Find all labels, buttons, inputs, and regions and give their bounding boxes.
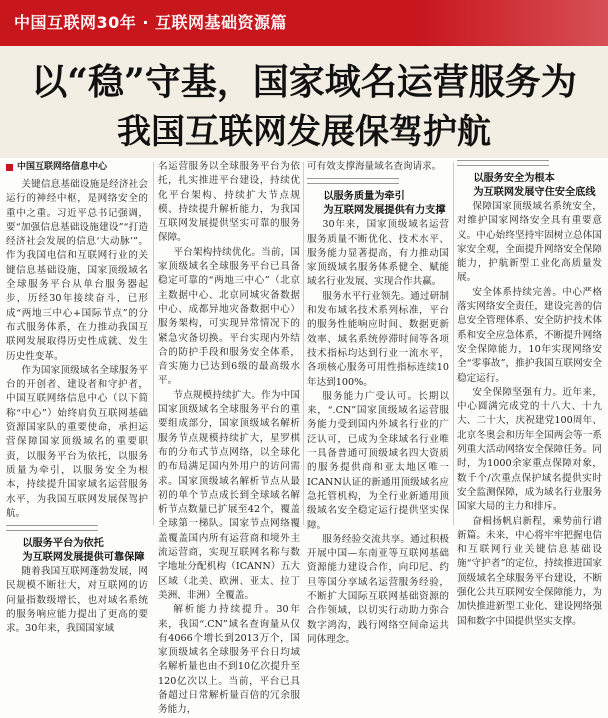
paragraph: 奋楫扬帆启新程，乘势前行谱新篇。未来，中心将牢牢把握电信和互联网行业关键信息基础设施“守护者”的定位，持续推进国家顶级域名全球服务平台建设，不断强化公共互联网安全保障能力，为加快推进新型工业化、建设网络强国和数字中国提供坚实支撑。 — [457, 515, 602, 627]
paragraph: 保障国家顶级域名系统安全，对维护国家网络安全具有重要意义。中心始终坚持牢固树立总体国家安全观，全面提升网络安全保障能力，护航新型工业化高质量发展。 — [457, 201, 602, 284]
paragraph: 平台架构持续优化。当前，国家顶级域名全球服务平台已具备稳定可靠的“两地三中心”（北京主数据中心、北京同城灾备数据中心、成都异地灾备数据中心）服务架构，可实现异常情况下的紧急灾备切换。平台实现内外结合的防护手段和服务安全体系，音实施力已达到6级的最高级水平。 — [158, 246, 300, 387]
paragraph: 服务水平行业领先。通过研制和发布域名技术系列标准，平台的服务性能响应时间、数据更新效率、域名系统停滞时间等各项技术指标均达到行业一流水平，各项核心服务可用性指标连续10年达到100%。 — [307, 290, 449, 388]
paragraph: 名运营服务以全球服务平台为依托，扎实推进平台建设，持续优化平台架构、持续扩大节点规模、持续提升解析能力，为我国互联网发展提供坚实可靠的服务保障。 — [158, 161, 300, 244]
article-column-1 — [6, 160, 148, 635]
banner-fade — [418, 0, 608, 46]
paragraph: 关键信息基础设施是经济社会运行的神经中枢，是网络安全的重中之重。习近平总书记强调，要“加强信息基础设施建设”“打造经济社会发展的信息‘大动脉’”。作为我国电信和互联网行业的关键信息基础设施，国家顶级域名全球服务平台从单台服务器起步，历经30年接续奋斗，已形成“两地三中心+国际节点”的分布式服务体系，在力推动我国互联网发展取得历史性成就、发生历史性变革。 — [6, 179, 148, 362]
headline-line-2: 我国互联网发展保驾护航 — [117, 112, 491, 152]
section-label: 中国互联网30年 · 互联网基础资源篇 — [14, 13, 287, 32]
section-subheading: 为互联网发展提供有力支撑 — [323, 205, 446, 217]
paragraph: 作为国家顶级域名全球服务平台的开创者、建设者和守护者，中国互联网络信息中心（以下简称“中心”）始终肩负互联网基础资源国家队的重要使命，承担运营保障国家顶级域名的重要职责，以服务平台为依托，以服务质量为牵引，以服务安全为根本，持续提升国家域名运营服务水平，为我国互联网发展保驾护航。 — [6, 364, 148, 519]
byline-text: 中国互联网络信息中心 — [17, 161, 108, 172]
column-divider — [453, 162, 454, 525]
section-rule — [307, 178, 399, 184]
paragraph: 随着我国互联网蓬勃发展，网民规模不断壮大，对互联网的访问量指数级增长，也对域名系统的服务响应能力提出了更高的要求。30年来，我国国家域 — [6, 566, 148, 635]
paragraph: 可有效支撑海量域名查询请求。 — [307, 161, 442, 172]
paragraph: 节点规模持续扩大。作为中国国家顶级域名全球服务平台的重要组成部分，国家顶级域名解析服务节点规模持续扩大，星罗棋布的分布式节点网络，以全球化的布局满足国内外用户的访问需求。国家顶级域名解析节点从最初的单个节点成长到全球域名解析节点数量已扩展至42个，覆盖全球第一梯队。国家节点网络覆盖覆盖国内所有运营商和境外主流运营商，实现互联网名称与数字地址分配机构（ICANN）五大区域（北美、欧洲、亚太、拉丁美洲、非洲）全覆盖。 — [158, 389, 300, 601]
section-heading: 以服务平台为依托 — [22, 538, 104, 550]
byline — [6, 160, 148, 174]
column-divider — [303, 162, 304, 525]
section-subheading: 为互联网发展提供可靠保障 — [22, 552, 145, 564]
square-bullet-icon — [6, 164, 13, 171]
section-heading: 以服务质量为牵引 — [323, 191, 405, 203]
paragraph: 安全保障坚强有力。近年来，中心圆满完成党的十八大、十九大、二十大，庆祝建党100周年、北京冬奥会和历年全国两会等一系列重大活动网络安全保障任务。同时，为1000余家重点保障对象，数千个/次重点保护域名提供实时安全监测保障，成为域名行业服务国家大局的主力和排斥。 — [457, 386, 602, 513]
section-rule — [457, 160, 549, 166]
paragraph: 解析能力持续提升。30年来，我国“.CN”域名查询量从仅有4066个增长到2013万个，国家顶级域名全球服务平台日均域名解析量也由不到10亿次提升至120亿次以上。当前，平台已具备超过日常解析量百倍的冗余服务能力， — [158, 604, 300, 716]
section-heading: 以服务安全为根本 — [473, 173, 555, 184]
headline-block — [0, 46, 608, 158]
paragraph: 服务经验交流共享。通过积极开展中国—东南亚等互联网基础资源能力建设合作，向印尼、约旦等国分享域名运营服务经验，不断扩大国际互联网基础资源的合作领域，以切实行动助力弥合数字鸿沟，践行网络空间命运共同体理念。 — [307, 533, 449, 645]
section-rule — [6, 525, 98, 531]
article-column-2 — [158, 160, 300, 716]
headline-line-1: 以“稳”守基，国家域名运营服务为 — [31, 61, 577, 103]
section-subheading: 为互联网发展守住安全底线 — [473, 187, 596, 198]
paragraph: 服务能力广受认可。长期以来，“.CN”国家顶级域名运营服务能力受到国内外域名行业的广泛认可，已成为全球域名行业唯一具备普通可顶级域名四大资质的服务提供商和亚太地区唯一ICANN认证的新通用顶级域名应急托管机构，为全行业新通用顶级域名安全稳定运行提供坚实保障。 — [307, 390, 449, 531]
article-column-3 — [307, 160, 449, 645]
section-banner — [0, 0, 608, 46]
paragraph: 30年来，国家顶级域名运营服务质量不断优化、技术水平、服务能力显著提高，有力推动国家顶级域名服务体系健全、赋能域名行业发展、实现合作共赢。 — [307, 219, 449, 288]
column-divider — [153, 162, 154, 525]
paragraph: 安全体系持续完善。中心严格落实网络安全责任，建设完善的信息安全管理体系、安全防护技术体系和安全应急体系，不断提升网络安全保障能力，10年实现网络安全“零事故”，推护我国互联网安全稳定运行。 — [457, 286, 602, 384]
article-column-4 — [457, 160, 602, 627]
